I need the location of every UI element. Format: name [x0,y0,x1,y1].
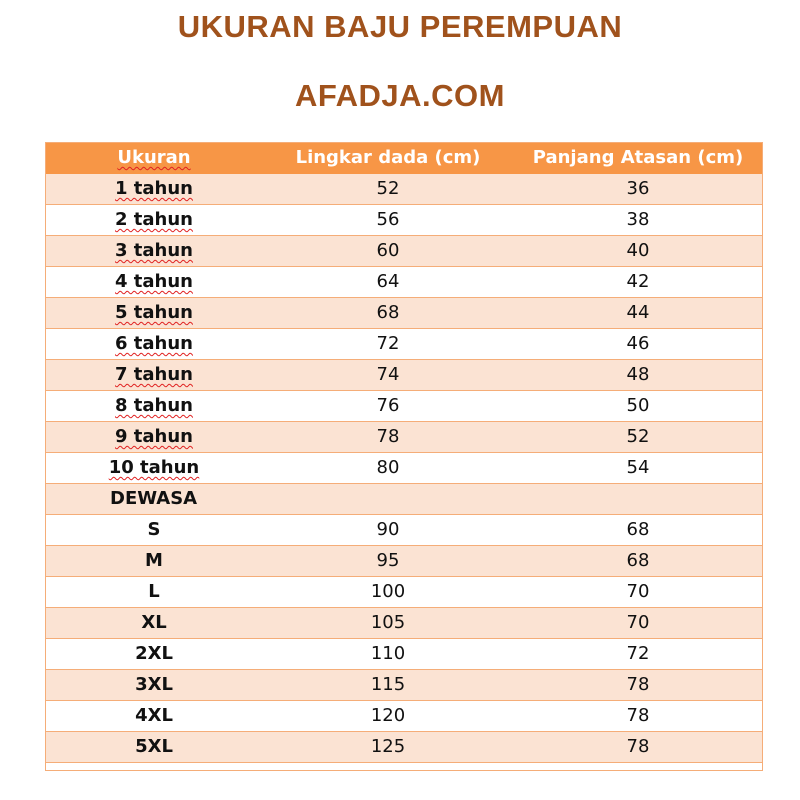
section-row [45,484,763,515]
header-size: Ukuran [45,142,263,174]
table-row [45,236,763,267]
size-cell: DEWASA [45,484,263,515]
chest-cell: 72 [263,329,513,360]
length-cell [513,484,763,515]
size-cell: 5XL [45,732,263,763]
size-cell: M [45,546,263,577]
size-cell: 7 tahun [45,360,263,391]
header-chest: Lingkar dada (cm) [263,142,513,174]
length-cell: 68 [513,546,763,577]
size-cell: 10 tahun [45,453,263,484]
chest-cell: 60 [263,236,513,267]
size-cell: 5 tahun [45,298,263,329]
chest-cell: 105 [263,608,513,639]
page-title: UKURAN BAJU PEREMPUAN [177,9,623,44]
length-cell: 68 [513,515,763,546]
length-cell: 46 [513,329,763,360]
size-cell: 9 tahun [45,422,263,453]
size-cell: 2 tahun [45,205,263,236]
chest-cell: 64 [263,267,513,298]
chest-cell: 100 [263,577,513,608]
length-cell: 54 [513,453,763,484]
size-cell: 2XL [45,639,263,670]
length-cell: 36 [513,174,763,205]
length-cell: 52 [513,422,763,453]
chest-cell: 110 [263,639,513,670]
chest-cell: 56 [263,205,513,236]
table-row [45,422,763,453]
length-cell: 78 [513,670,763,701]
length-cell: 70 [513,608,763,639]
length-cell: 50 [513,391,763,422]
chest-cell: 76 [263,391,513,422]
site-name: AFADJA.COM [295,78,505,113]
table-header-row [45,142,763,174]
chest-cell: 95 [263,546,513,577]
table-row [45,701,763,732]
chest-cell: 78 [263,422,513,453]
table-row [45,577,763,608]
chest-cell: 120 [263,701,513,732]
length-cell: 38 [513,205,763,236]
length-cell: 78 [513,701,763,732]
header-length: Panjang Atasan (cm) [513,142,763,174]
size-cell: 8 tahun [45,391,263,422]
chest-cell: 68 [263,298,513,329]
chest-cell: 115 [263,670,513,701]
table-row [45,546,763,577]
table-row [45,608,763,639]
length-cell: 44 [513,298,763,329]
size-cell: S [45,515,263,546]
length-cell: 42 [513,267,763,298]
table-row [45,453,763,484]
chest-cell: 52 [263,174,513,205]
table-row [45,174,763,205]
length-cell: 40 [513,236,763,267]
chest-cell: 80 [263,453,513,484]
length-cell: 72 [513,639,763,670]
table-row [45,298,763,329]
length-cell: 78 [513,732,763,763]
size-cell: 3 tahun [45,236,263,267]
table-row [45,515,763,546]
size-cell: 6 tahun [45,329,263,360]
chest-cell: 74 [263,360,513,391]
table-row [45,360,763,391]
table-row [45,329,763,360]
table-row [45,732,763,763]
length-cell: 70 [513,577,763,608]
size-cell: XL [45,608,263,639]
size-cell: 4 tahun [45,267,263,298]
size-cell: 1 tahun [45,174,263,205]
size-cell: 4XL [45,701,263,732]
size-cell: 3XL [45,670,263,701]
size-chart-table [45,142,763,763]
table-row [45,391,763,422]
chest-cell: 90 [263,515,513,546]
size-cell: L [45,577,263,608]
length-cell: 48 [513,360,763,391]
table-row [45,205,763,236]
chest-cell [263,484,513,515]
table-row [45,267,763,298]
table-row [45,639,763,670]
table-row [45,670,763,701]
chest-cell: 125 [263,732,513,763]
